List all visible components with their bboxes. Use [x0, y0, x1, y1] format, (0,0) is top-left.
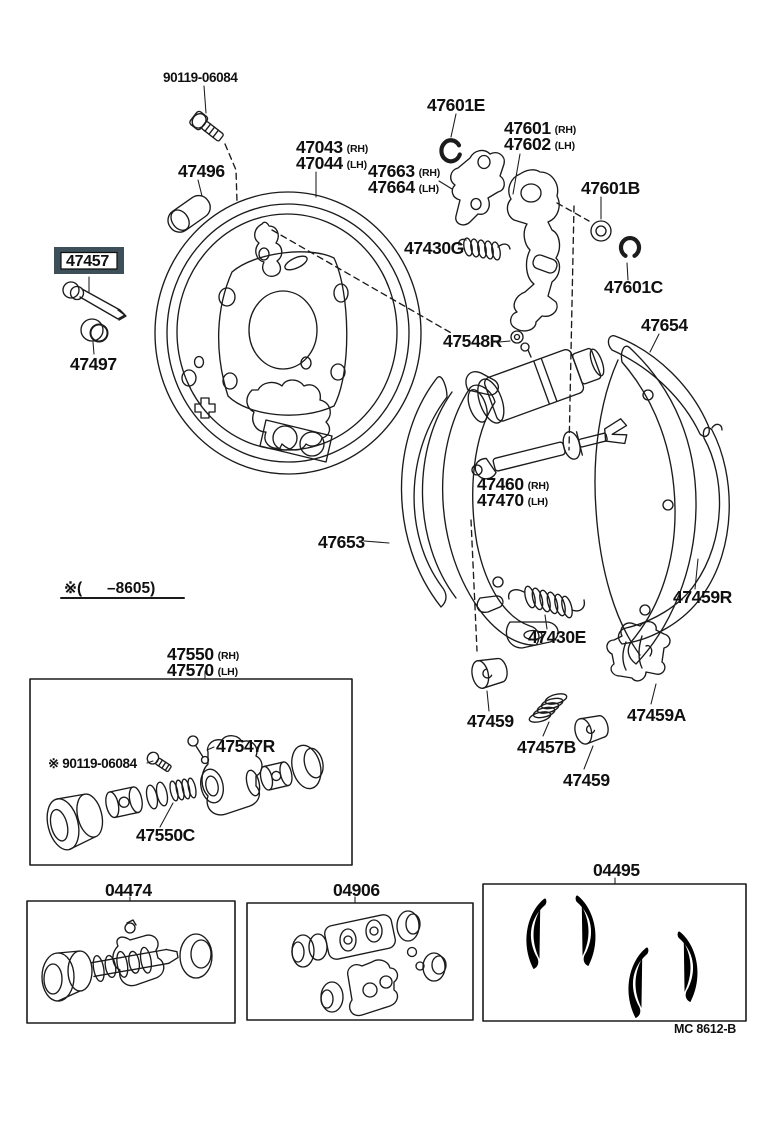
backing-plate-illustration: [155, 192, 421, 474]
callout-47570: 47570 (LH): [167, 660, 238, 680]
callout-47550C: 47550C: [136, 825, 195, 845]
callout-47459-left: 47459: [467, 711, 514, 731]
callout-90119-06084-kit: ※ 90119-06084: [48, 756, 137, 771]
applicability-note: ※( –8605): [64, 580, 156, 597]
callout-47044: 47044 (LH): [296, 153, 367, 173]
callout-47496: 47496: [178, 161, 225, 181]
wheel-cylinder-illustration: [462, 339, 609, 430]
bleeder-47548R-illustration: [511, 331, 531, 357]
clip-47601E-illustration: [441, 140, 459, 161]
pin-47457-illustration: [63, 282, 126, 320]
callout-90119-06084: 90119-06084: [163, 70, 238, 85]
grommet-47497-illustration: [81, 319, 108, 342]
callout-47663: 47663 (RH): [368, 161, 441, 181]
kit-box-04906: [247, 903, 473, 1020]
callout-47601E: 47601E: [427, 95, 485, 115]
callout-47547R: 47547R: [216, 736, 275, 756]
callout-47664: 47664 (LH): [368, 177, 439, 197]
bracket-47663-illustration: [451, 151, 505, 225]
callout-47653: 47653: [318, 532, 365, 552]
callout-47457B: 47457B: [517, 737, 576, 757]
callout-47043: 47043 (RH): [296, 137, 369, 157]
kit-label-04495: 04495: [593, 860, 640, 880]
spring-47430G-illustration: [459, 237, 510, 260]
callout-47459R: 47459R: [673, 587, 732, 607]
clip-47601C-illustration: [621, 238, 639, 256]
brake-shoe: [628, 947, 648, 1018]
page-code: MC 8612-B: [674, 1022, 737, 1036]
callout-47601B: 47601B: [581, 178, 640, 198]
kit-box-04474: [27, 901, 235, 1023]
kit-box-04495: [483, 884, 746, 1021]
spring-47430E-illustration: [509, 585, 585, 619]
kit-label-04474: 04474: [105, 880, 152, 900]
brake-shoe: [678, 931, 698, 1002]
callout-47497: 47497: [70, 354, 117, 374]
callout-47459-right: 47459: [563, 770, 610, 790]
callout-47460: 47460 (RH): [477, 474, 550, 494]
callout-47601: 47601 (RH): [504, 118, 577, 138]
parking-lever-illustration: [507, 170, 559, 331]
kit-label-04906: 04906: [333, 880, 380, 900]
callout-47601C: 47601C: [604, 277, 663, 297]
spring-47457B-illustration: [528, 692, 568, 724]
brake-shoe: [576, 895, 596, 966]
callout-47459A: 47459A: [627, 705, 686, 725]
callout-47602: 47602 (LH): [504, 134, 575, 154]
clamp-47459A-illustration: [607, 622, 670, 681]
callout-47654: 47654: [641, 315, 688, 335]
plug-47496-illustration: [164, 191, 215, 236]
kit-04906-contents: [292, 911, 446, 1016]
callout-47470: 47470 (LH): [477, 490, 548, 510]
callout-47550: 47550 (RH): [167, 644, 240, 664]
kit-04495-contents: [526, 895, 697, 1018]
callout-47430G: 47430G: [404, 238, 464, 258]
brake-shoe: [526, 898, 546, 969]
rear-shoe-illustration: [595, 336, 729, 664]
callout-47430E: 47430E: [528, 627, 586, 647]
kit-04474-contents: [42, 920, 212, 1001]
piston-cup-47459-right-illustration: [572, 712, 611, 746]
washer-47601B-illustration: [591, 221, 611, 241]
piston-cup-47459-left-illustration: [470, 655, 510, 690]
bolt-90119-illustration: [189, 110, 226, 144]
callout-47457: 47457: [66, 253, 109, 270]
callout-47548R: 47548R: [443, 331, 502, 351]
